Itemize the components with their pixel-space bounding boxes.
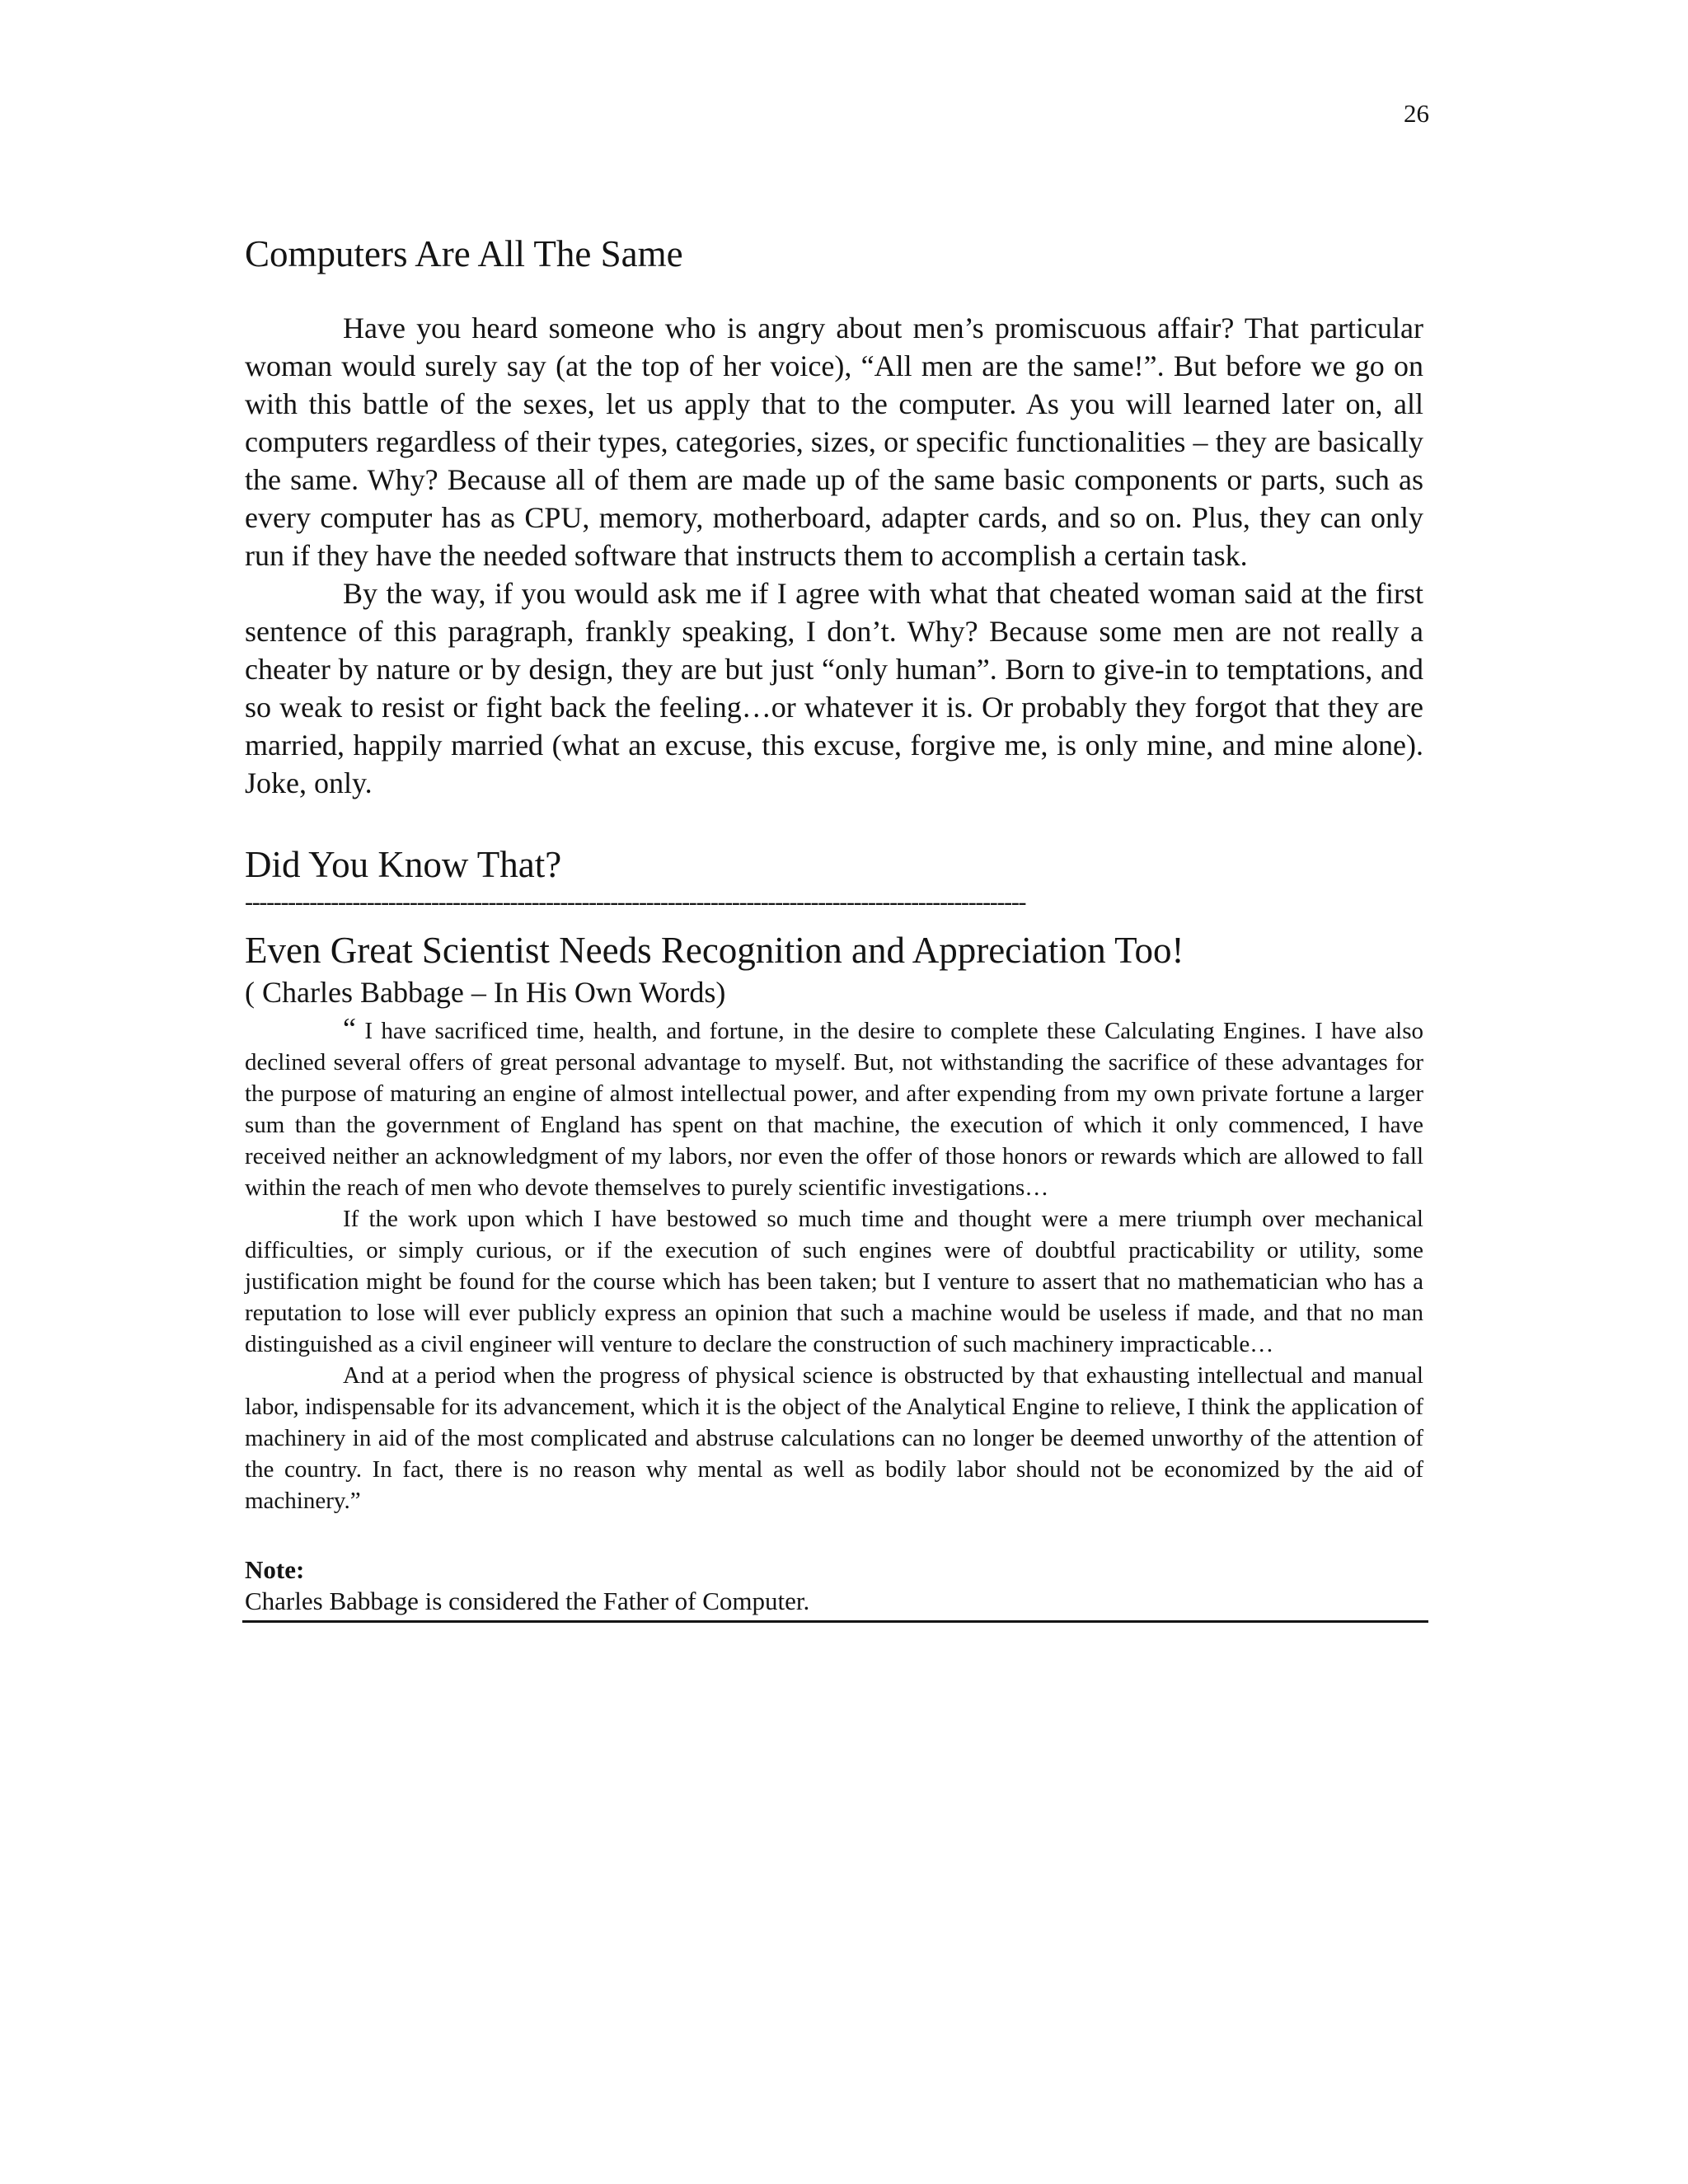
- dashed-divider: -------------------------------------------------------------------------------------------------------------: [245, 888, 1026, 916]
- note-label: Note:: [245, 1555, 305, 1584]
- body-paragraph: By the way, if you would ask me if I agree with what that cheated woman said at the first sentence of this paragraph, frankly speaking, I don’t. Why? Because some men are not really a cheater by nature or by design, they are but just “only human”. Born to give-in to temptations, and so weak to resist or fight back the feeling…or whatever it is. Or probably they forgot that they are married, happily married (what an excuse, this excuse, forgive me, is only mine, and mine alone). Joke, only.: [245, 577, 1423, 799]
- section-heading-did-you-know: Did You Know That?: [245, 844, 562, 885]
- quote-paragraph: And at a period when the progress of physical science is obstructed by that exhausting intellectual and manual labor, indispensable for its advancement, which it is the object of the Analytical Engine to relieve, I think the application of machinery in aid of the most complicated and abstruse calculations can no longer be deemed unworthy of the attention of the country. In fact, there is no reason why mental as well as bodily labor should not be economized by the aid of machinery.”: [245, 1362, 1423, 1514]
- quote-attribution: ( Charles Babbage – In His Own Words): [245, 976, 726, 1009]
- quote-paragraph-text: I have sacrificed time, health, and fortune, in the desire to complete these Calculating Engines. I have also declined several offers of great personal advantage to myself. But, not withstanding the sacrifice of these advantages for the purpose of maturing an engine of almost intellectual power, and after expending from my own private fortune a larger sum than the government of England has spent on that machine, the execution of which it only commenced, I have received neither an acknowledgment of my labors, nor even the offer of those honors or rewards which are allowed to fall within the reach of men who devote themselves to purely scientific investigations…: [245, 1018, 1423, 1201]
- section-heading-computers-same: Computers Are All The Same: [245, 233, 683, 274]
- section-heading-scientist-recognition: Even Great Scientist Needs Recognition and Appreciation Too!: [245, 930, 1184, 971]
- quote-paragraph: [245, 1013, 1423, 1203]
- note-text: Charles Babbage is considered the Father of Computer.: [242, 1586, 1428, 1623]
- page-content: [245, 231, 1423, 1623]
- page-number: 26: [1404, 99, 1429, 128]
- quote-paragraph: If the work upon which I have bestowed so much time and thought were a mere triumph over mechanical difficulties, or simply curious, or if the execution of such engines were of doubtful practicability or utility, some justification might be found for the course which has been taken; but I venture to assert that no mathematician who has a reputation to lose will ever publicly express an opinion that such a machine would be useless if made, and that no man distinguished as a civil engineer will venture to declare the construction of such machinery impracticable…: [245, 1206, 1423, 1357]
- body-paragraph: Have you heard someone who is angry about men’s promiscuous affair? That particular woman would surely say (at the top of her voice), “All men are the same!”. But before we go on with this battle of the sexes, let us apply that to the computer. As you will learned later on, all computers regardless of their types, categories, sizes, or specific functionalities – they are basically the same. Why? Because all of them are made up of the same basic components or parts, such as every computer has as CPU, memory, motherboard, adapter cards, and so on. Plus, they can only run if they have the needed software that instructs them to accomplish a certain task.: [245, 312, 1423, 572]
- open-quote-mark: “: [343, 1012, 356, 1045]
